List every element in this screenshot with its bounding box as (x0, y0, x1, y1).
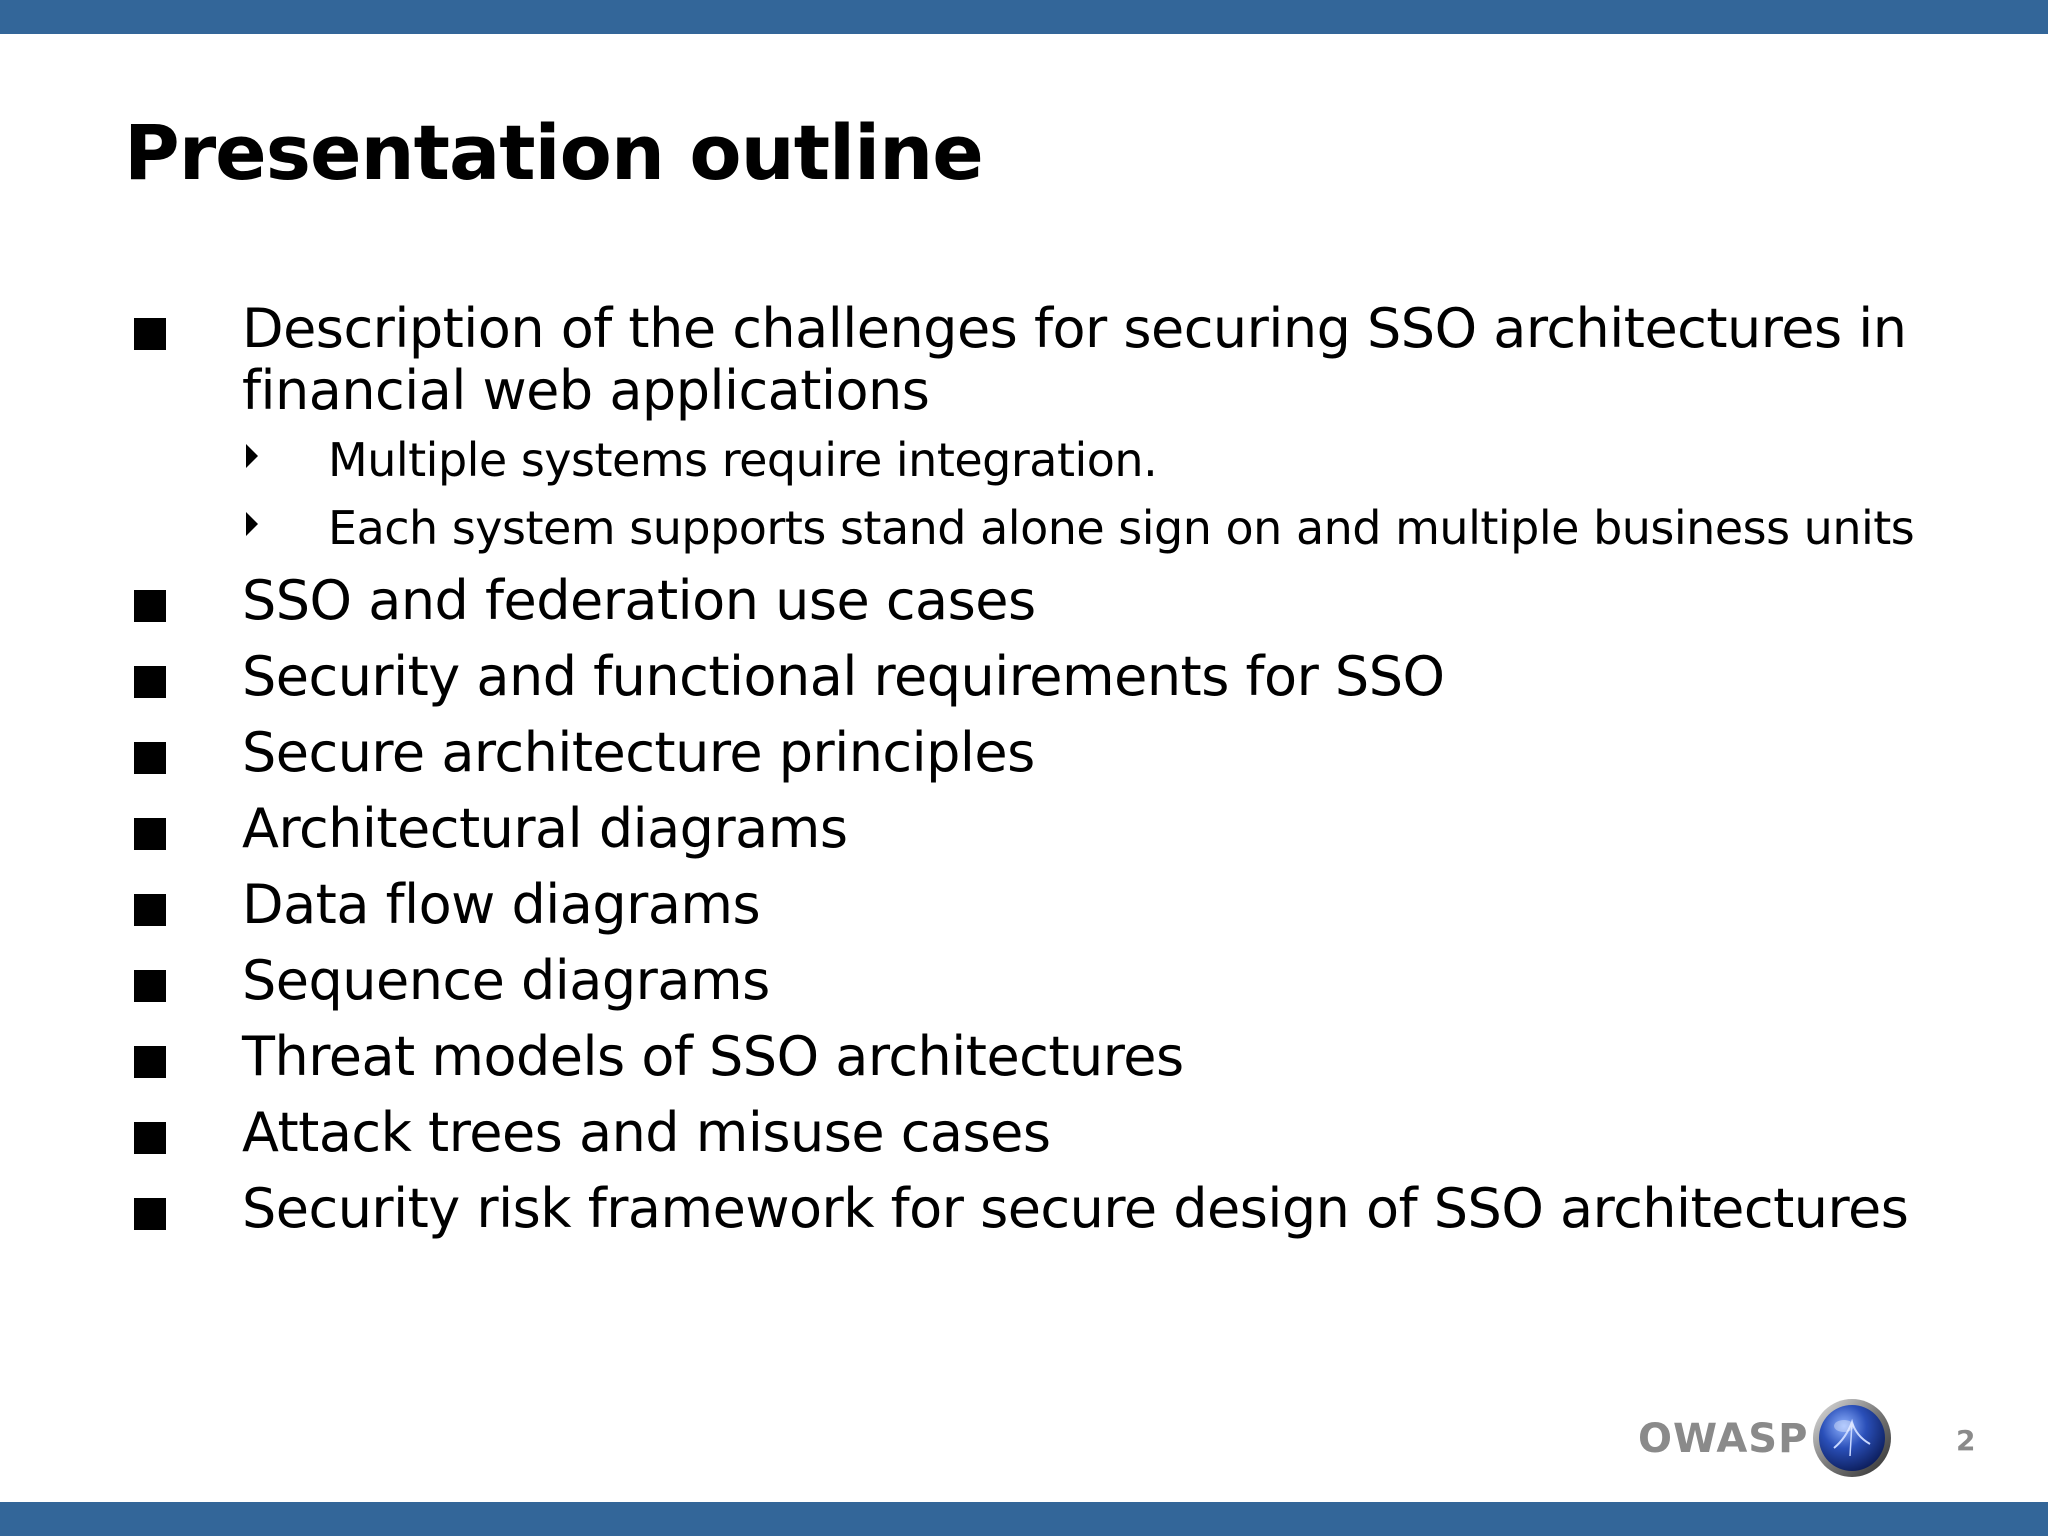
outline-subitem-list (242, 432, 2014, 556)
square-bullet-icon (134, 742, 166, 774)
square-bullet-icon (134, 894, 166, 926)
square-bullet-icon (134, 1122, 166, 1154)
outline-item (134, 298, 2014, 556)
outline-item (134, 570, 2014, 632)
outline-item-text: Data flow diagrams (242, 873, 761, 936)
outline-item-text: Security risk framework for secure design of SSO architectures (242, 1177, 1909, 1240)
outline-item-text: Threat models of SSO architectures (242, 1025, 1184, 1088)
page-number: 2 (1956, 1424, 1976, 1457)
outline-item-text: Attack trees and misuse cases (242, 1101, 1051, 1164)
outline-subitem (242, 432, 2014, 488)
slide-title: Presentation outline (124, 108, 983, 197)
outline-item (134, 646, 2014, 708)
outline-item-text: SSO and federation use cases (242, 569, 1036, 632)
outline-item (134, 722, 2014, 784)
outline-item-text: Architectural diagrams (242, 797, 848, 860)
outline-item (134, 1178, 2014, 1240)
outline-item (134, 1102, 2014, 1164)
owasp-globe-logo-icon (1812, 1398, 1892, 1478)
outline-item-text: Security and functional requirements for SSO (242, 645, 1445, 708)
square-bullet-icon (134, 1046, 166, 1078)
footer-brand-name: OWASP (1638, 1416, 1809, 1462)
outline-item (134, 798, 2014, 860)
outline-item-text: Description of the challenges for securing SSO architectures in financial web applications (242, 297, 1907, 422)
triangle-bullet-icon (246, 512, 258, 536)
square-bullet-icon (134, 818, 166, 850)
square-bullet-icon (134, 666, 166, 698)
outline-item-text: Secure architecture principles (242, 721, 1035, 784)
outline-list (134, 298, 2014, 1254)
outline-subitem-text: Multiple systems require integration. (328, 433, 1158, 487)
outline-subitem-text: Each system supports stand alone sign on and multiple business units (328, 501, 1915, 555)
square-bullet-icon (134, 318, 166, 350)
outline-item (134, 950, 2014, 1012)
triangle-bullet-icon (246, 444, 258, 468)
bottom-accent-bar (0, 1502, 2048, 1536)
square-bullet-icon (134, 590, 166, 622)
outline-item-text: Sequence diagrams (242, 949, 770, 1012)
outline-item (134, 1026, 2014, 1088)
outline-item (134, 874, 2014, 936)
square-bullet-icon (134, 970, 166, 1002)
outline-subitem (242, 500, 2014, 556)
square-bullet-icon (134, 1198, 166, 1230)
top-accent-bar (0, 0, 2048, 34)
